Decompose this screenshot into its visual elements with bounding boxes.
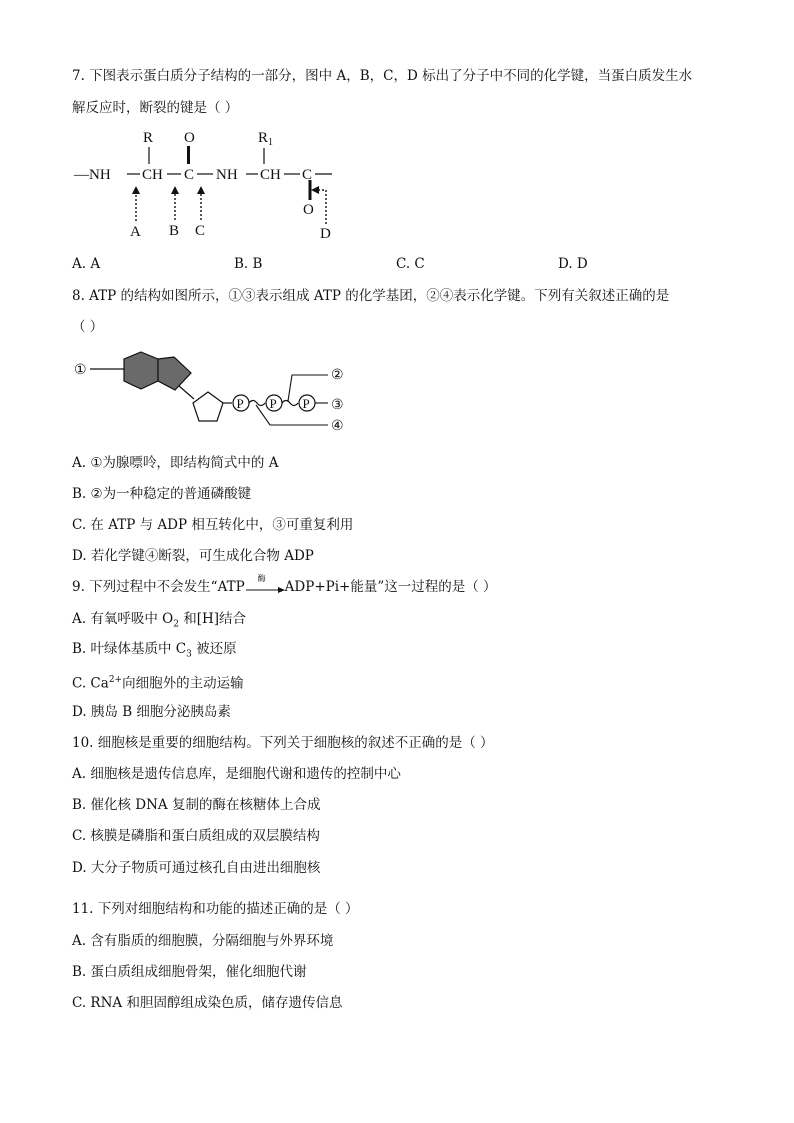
r-group: R: [143, 130, 154, 146]
ch-group-2: CH: [260, 167, 281, 183]
nh-group-2: NH: [216, 167, 238, 183]
oxygen-bottom: O: [303, 202, 314, 218]
q10-stem: 10. 细胞核是重要的细胞结构。下列关于细胞核的叙述不正确的是（ ）: [72, 735, 494, 751]
q11-option-b[interactable]: B. 蛋白质组成细胞骨架，催化细胞代谢: [72, 964, 307, 980]
q9-option-b[interactable]: B. 叶绿体基质中 $C_3$ 被还原: [72, 641, 237, 660]
q8-option-c[interactable]: C. 在 ATP 与 ADP 相互转化中，③可重复利用: [72, 517, 354, 533]
svg-text:P: P: [236, 396, 244, 411]
q10-option-a[interactable]: A. 细胞核是遗传信息库，是细胞代谢和遗传的控制中心: [72, 766, 401, 782]
q7-option-b[interactable]: B. B: [234, 256, 263, 272]
r1-group: $R_1$: [258, 130, 274, 148]
q7-option-c[interactable]: C. C: [396, 256, 425, 272]
carbonyl-carbon-1: C: [184, 167, 195, 183]
adenine-five-ring-icon: [158, 357, 191, 390]
q11-option-c[interactable]: C. RNA 和胆固醇组成染色质，储存遗传信息: [72, 995, 343, 1011]
adenine-six-ring-icon: [124, 352, 158, 389]
svg-text:P: P: [302, 396, 310, 411]
atp-structure-diagram: [70, 348, 360, 438]
peptide-bond-diagram: [70, 128, 350, 243]
label-c: C: [195, 223, 206, 239]
q8-option-b[interactable]: B. ②为一种稳定的普通磷酸键: [72, 486, 252, 502]
q7-stem-line1: 7. 下图表示蛋白质分子结构的一部分，图中 A，B，C，D 标出了分子中不同的化学键，当蛋白质发生水: [72, 68, 693, 84]
phosphate-2: [266, 395, 282, 411]
marker-1: ①: [74, 363, 87, 378]
svg-text:P: P: [269, 396, 277, 411]
ribose-ring-icon: [193, 392, 223, 421]
q7-stem-line2: 解反应时，断裂的键是（ ）: [72, 100, 239, 116]
q9-stem: 9. 下列过程中不会发生“ATP 酶 ADP+Pi+能量”这一过程的是（ ）: [72, 574, 497, 595]
q10-option-d[interactable]: D. 大分子物质可通过核孔自由进出细胞核: [72, 860, 321, 876]
label-b: B: [169, 223, 180, 239]
label-d: D: [320, 226, 331, 242]
marker-3: ③: [331, 398, 344, 413]
ch-group-1: CH: [142, 167, 163, 183]
q8-option-d[interactable]: D. 若化学键④断裂，可生成化合物 ADP: [72, 548, 314, 564]
oxygen-top: O: [184, 130, 195, 146]
marker-4: ④: [331, 419, 344, 434]
q11-option-a[interactable]: A. 含有脂质的细胞膜，分隔细胞与外界环境: [72, 933, 334, 949]
enzyme-arrow: 酶: [245, 578, 285, 596]
marker-2: ②: [331, 368, 344, 383]
q9-option-c[interactable]: C. $Ca^{2+}$向细胞外的主动运输: [72, 675, 244, 692]
phosphate-3: [299, 395, 315, 411]
q9-option-a[interactable]: A. 有氧呼吸中 $O_2$ 和[H]结合: [72, 611, 247, 630]
carbonyl-carbon-2: C: [302, 167, 313, 183]
q8-stem-line2: （ ）: [72, 319, 104, 335]
phosphate-1: [233, 395, 249, 411]
q7-option-d[interactable]: D. D: [558, 256, 588, 272]
q10-option-c[interactable]: C. 核膜是磷脂和蛋白质组成的双层膜结构: [72, 828, 320, 844]
q11-stem: 11. 下列对细胞结构和功能的描述正确的是（ ）: [72, 901, 359, 917]
q9-option-d[interactable]: D. 胰岛 B 细胞分泌胰岛素: [72, 704, 231, 720]
label-a: A: [130, 224, 141, 240]
q8-stem-line1: 8. ATP 的结构如图所示，①③表示组成 ATP 的化学基团，②④表示化学键。下列有关叙述正确的是: [72, 288, 670, 304]
q10-option-b[interactable]: B. 催化核 DNA 复制的酶在核糖体上合成: [72, 797, 321, 813]
nh-group-1: —NH: [74, 167, 111, 183]
q8-option-a[interactable]: A. ①为腺嘌呤，即结构简式中的 A: [72, 455, 279, 471]
q7-option-a[interactable]: A. A: [72, 256, 101, 272]
